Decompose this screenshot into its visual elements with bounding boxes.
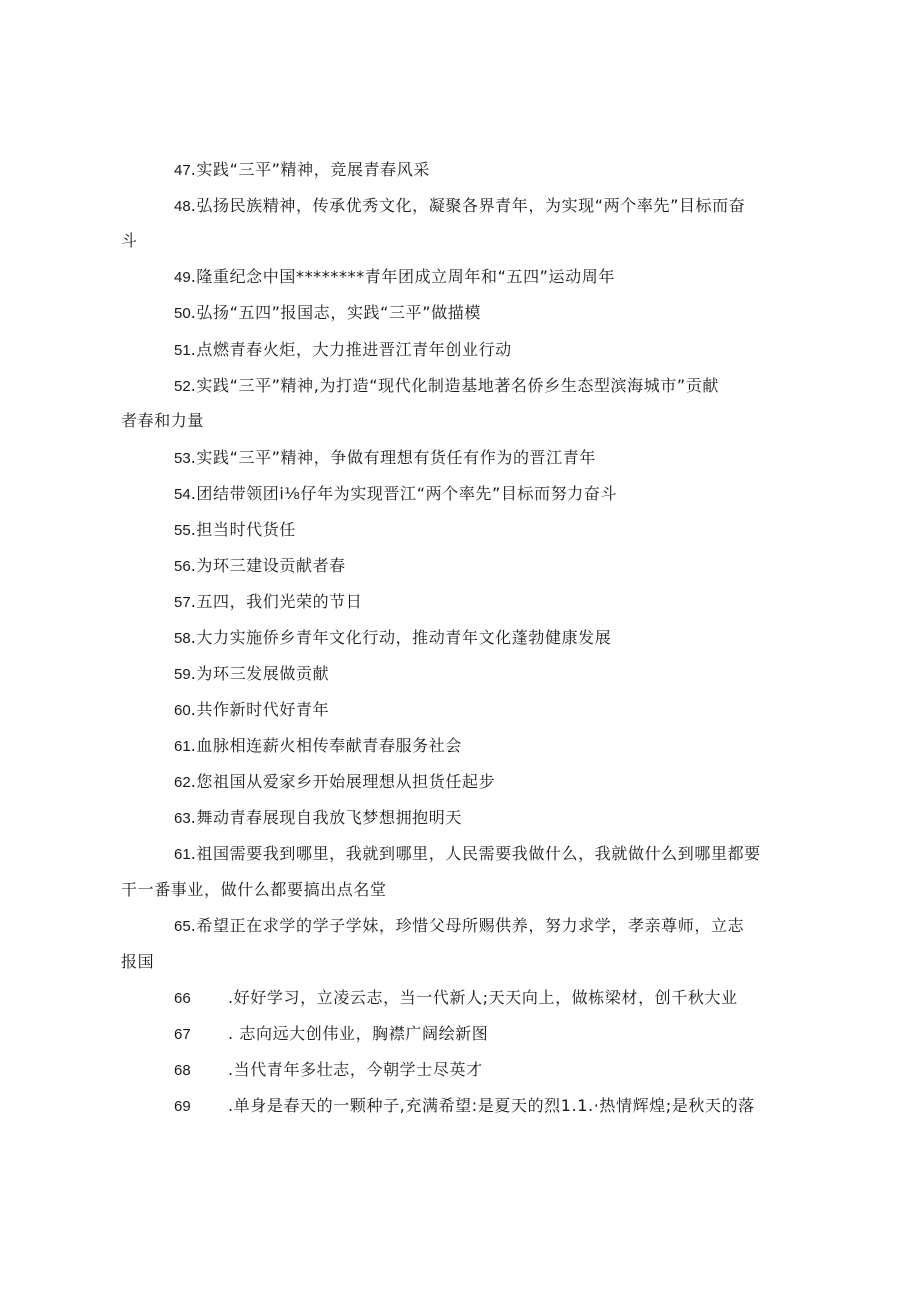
list-item [174, 700, 329, 721]
item-text: .弘扬民族精神，传承优秀文化，凝聚各界青年，为实现“两个率先”目标而奋 [190, 196, 746, 215]
item-text: .实践“三平”精神，竞展青春风采 [190, 160, 430, 179]
item-text: .大力实施侨乡青年文化行动，推动青年文化蓬勃健康发展 [190, 628, 612, 647]
list-item [174, 340, 512, 361]
item-text: .五四，我们光荣的节日 [190, 592, 363, 611]
item-number: 60 [174, 702, 191, 719]
item-number: 69 [174, 1098, 191, 1115]
item-text-continuation: 者春和力量 [121, 411, 205, 430]
item-number: 47 [174, 162, 191, 179]
item-number: 68 [174, 1062, 191, 1079]
item-number: 50 [174, 305, 191, 322]
list-item [174, 376, 719, 397]
item-text: .舞动青春展现自我放飞梦想拥抱明天 [190, 808, 462, 827]
item-number: 54 [174, 486, 191, 503]
item-number: 56 [174, 558, 191, 575]
list-item [174, 664, 329, 685]
list-item [174, 556, 346, 577]
item-text: .实践“三平”精神,为打造“现代化制造基地著名侨乡生态型滨海城市”贡献 [190, 376, 720, 395]
list-item [174, 160, 430, 181]
item-number: 57 [174, 594, 191, 611]
item-number: 66 [174, 990, 191, 1007]
item-number: 61 [174, 738, 191, 755]
list-item [174, 1060, 483, 1081]
item-number: 48 [174, 198, 191, 215]
list-item [174, 1096, 755, 1117]
list-item [174, 484, 617, 505]
list-item [174, 772, 495, 793]
list-item [174, 736, 462, 757]
item-text: .您祖国从爱家乡开始展理想从担货任起步 [190, 772, 496, 791]
item-text: .祖国需要我到哪里，我就到哪里，人民需要我做什么，我就做什么到哪里都要 [190, 844, 761, 863]
item-number: 51 [174, 342, 191, 359]
list-item [174, 448, 596, 469]
list-item [174, 916, 744, 937]
item-text: .血脉相连薪火相传奉献青春服务社会 [190, 736, 462, 755]
list-item [174, 1024, 488, 1045]
item-text: .弘扬“五四”报国志，实践“三平”做描模 [190, 303, 481, 322]
list-item [174, 628, 611, 649]
item-text: .担当时代货任 [190, 520, 296, 539]
list-item [174, 988, 738, 1009]
item-text-continuation: 报国 [121, 952, 155, 971]
item-text: .单身是春天的一颗种子,充满希望:是夏天的烈1.1.·热情辉煌;是秋天的落 [228, 1096, 755, 1115]
item-text: .为环三建设贡献者春 [190, 556, 346, 575]
item-number: 59 [174, 666, 191, 683]
item-text: .好好学习，立凌云志，当一代新人;天天向上，做栋梁材，创千秋大业 [228, 988, 738, 1007]
list-item [174, 303, 481, 324]
list-item [174, 196, 745, 217]
item-text: .共作新时代好青年 [190, 700, 330, 719]
item-text: .实践“三平”精神，争做有理想有货任有作为的晋江青年 [190, 448, 596, 467]
list-item [174, 520, 296, 541]
item-text: .希望正在求学的学子学妹，珍惜父母所赐供养，努力求学，孝亲尊师，立志 [190, 916, 745, 935]
list-item [174, 808, 462, 829]
item-number: 49 [174, 269, 191, 286]
item-number: 52 [174, 378, 191, 395]
item-text: .为环三发展做贡献 [190, 664, 330, 683]
list-item [174, 267, 615, 288]
item-text: .点燃青春火炬，大力推进晋江青年创业行动 [190, 340, 512, 359]
item-number: 63 [174, 810, 191, 827]
item-number: 65 [174, 918, 191, 935]
item-number: 55 [174, 522, 191, 539]
item-text-continuation: 斗 [121, 231, 138, 250]
item-text: .团结带领团i⅛仔年为实现晋江“两个率先”目标而努力奋斗 [190, 484, 618, 503]
item-number: 62 [174, 774, 191, 791]
item-number: 58 [174, 630, 191, 647]
item-text: .当代青年多壮志，今朝学士尽英才 [228, 1060, 483, 1079]
list-item [174, 844, 761, 865]
item-number: 53 [174, 450, 191, 467]
item-text-continuation: 干一番事业，做什么都要搞出点名堂 [121, 880, 387, 899]
list-item [174, 592, 362, 613]
item-number: 61 [174, 846, 191, 863]
item-text: . 志向远大创伟业，胸襟广阔绘新图 [228, 1024, 489, 1043]
item-text: .隆重纪念中国********青年团成立周年和“五四”运动周年 [190, 267, 615, 286]
item-number: 67 [174, 1026, 191, 1043]
